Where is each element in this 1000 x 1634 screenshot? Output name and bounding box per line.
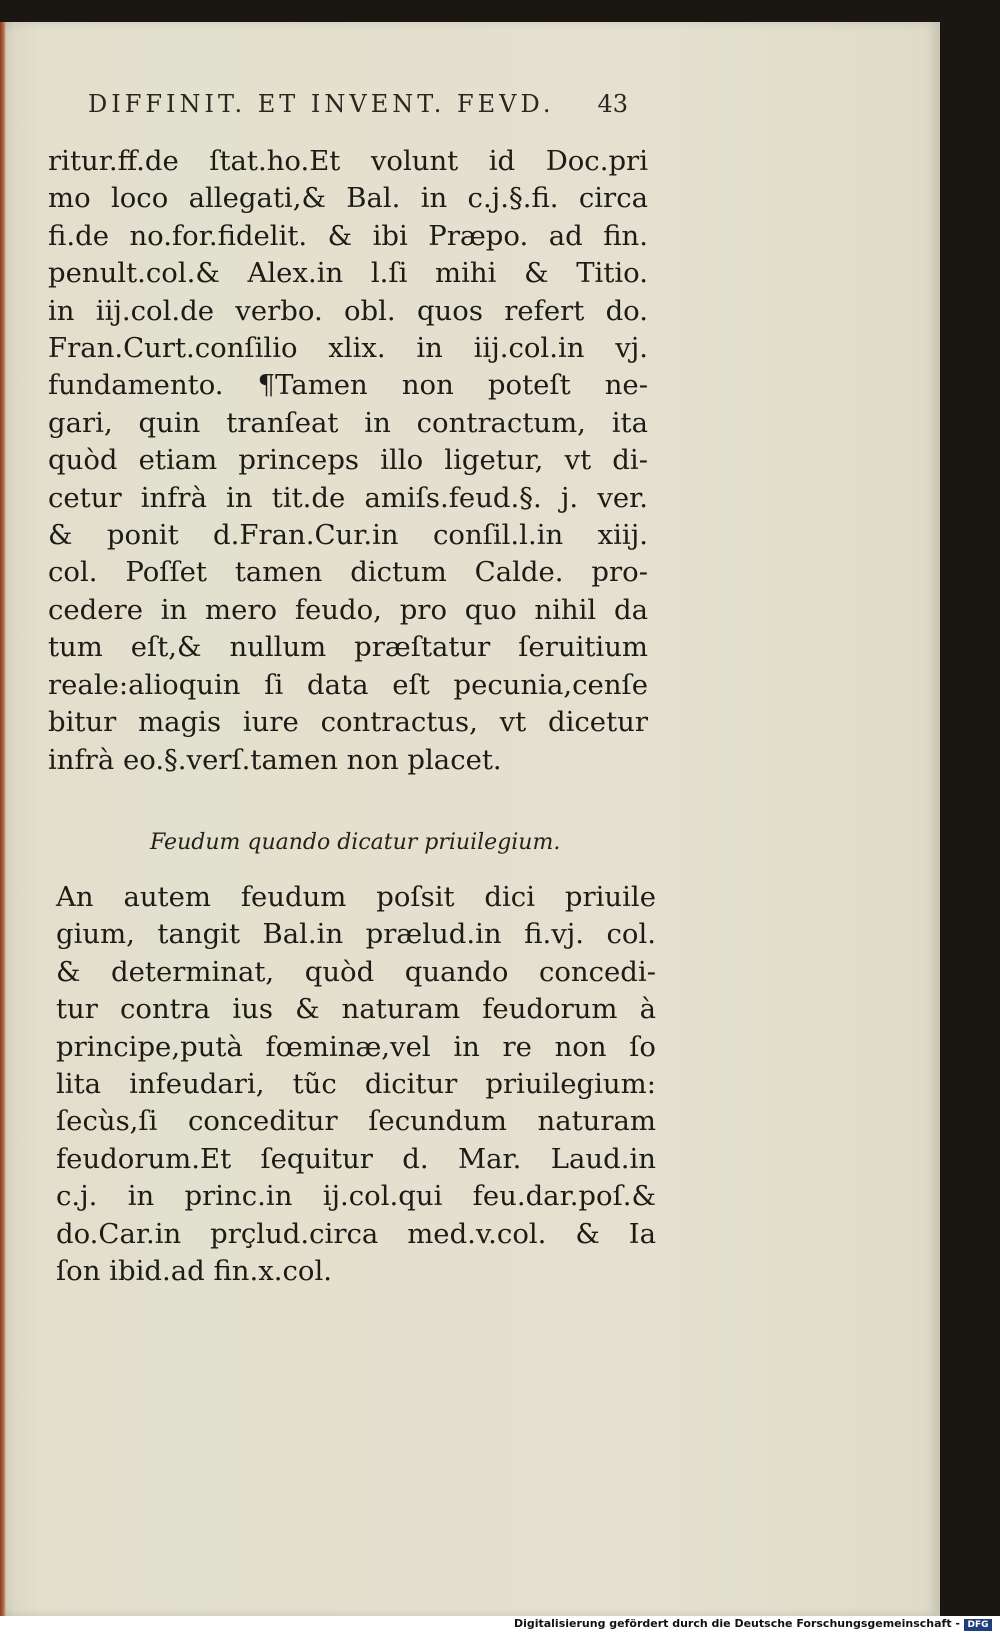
footer-credit: Digitalisierung gefördert durch die Deutsche Forschungsgemeinschaft - [513, 1617, 960, 1630]
text-line: ſecùs,ſi conceditur ſecundum naturam [56, 1105, 656, 1138]
text-line: lita infeudari, tũc dicitur priuilegium: [56, 1068, 656, 1101]
text-line: gium, tangit Bal.in prælud.in fi.vj. col. [56, 918, 656, 951]
text-line: principe,putà fœminæ,vel in re non ſo [56, 1030, 656, 1063]
text-line: fi.de no.for.fidelit. & ibi Præpo. ad fin. [48, 219, 648, 252]
text-line: Fran.Curt.conſilio xlix. in iij.col.in vj. [48, 332, 648, 365]
text-line: feudorum.Et ſequitur d. Mar. Laud.in [56, 1142, 656, 1175]
running-header [88, 90, 628, 118]
text-line: do.Car.in prçlud.circa med.v.col. & Ia [56, 1217, 656, 1250]
text-line: & ponit d.Fran.Cur.in conſil.l.in xiij. [48, 519, 648, 552]
dfg-logo: DFG [964, 1619, 992, 1631]
text-line: cetur infrà in tit.de amiſs.feud.§. j. ver. [48, 481, 648, 514]
paragraph-2 [56, 879, 656, 1290]
text-line: col. Poſſet tamen dictum Calde. pro- [48, 556, 648, 589]
text-line: penult.col.& Alex.in l.ſi mihi & Titio. [48, 257, 648, 290]
text-line: bitur magis iure contractus, vt dicetur [48, 706, 648, 739]
text-line: An autem feudum poſsit dici priuile [56, 881, 656, 913]
text-line: ſon ibid.ad fin.x.col. [56, 1255, 333, 1288]
text-line: reale:alioquin ſi data eſt pecunia,cenſe [48, 668, 648, 701]
text-line: in iij.col.de verbo. obl. quos refert do. [48, 294, 648, 327]
text-line: quòd etiam princeps illo ligetur, vt di- [48, 444, 648, 477]
text-line: cedere in mero feudo, pro quo nihil da [48, 593, 648, 626]
text-line: tum eſt,& nullum præſtatur ſeruitium [48, 631, 648, 664]
text-line: & determinat, quòd quando concedi- [56, 955, 656, 988]
paragraph-1 [48, 143, 648, 779]
subheading: Feudum quando dicatur priuilegium. [150, 830, 561, 855]
text-line: ritur.ff.de ſtat.ho.Et volunt id Doc.pri [48, 145, 648, 177]
text-line: c.j. in princ.in ij.col.qui feu.dar.poſ.& [56, 1180, 656, 1213]
page-binding-edge [0, 22, 6, 1616]
footer-bar [0, 1616, 1000, 1634]
text-line: mo loco allegati,& Bal. in c.j.§.fi. circa [48, 182, 648, 215]
text-line: fundamento. ¶Tamen non poteſt ne- [48, 369, 648, 402]
text-line: infrà eo.§.verſ.tamen non placet. [48, 743, 502, 776]
text-line: gari, quin tranſeat in contractum, ita [48, 406, 648, 439]
running-header-title: DIFFINIT. ET INVENT. FEVD. [88, 90, 555, 118]
text-line: tur contra ius & naturam feudorum à [56, 993, 656, 1026]
page-number: 43 [597, 90, 628, 118]
